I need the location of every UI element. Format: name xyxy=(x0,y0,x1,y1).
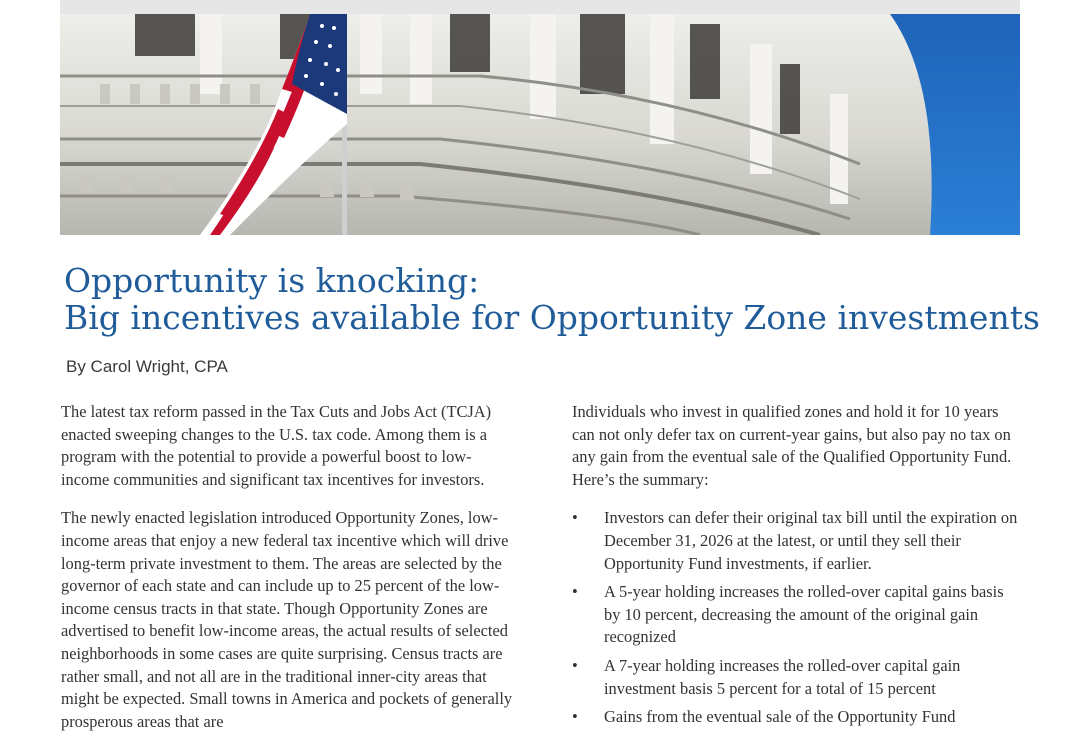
paragraph: Individuals who invest in qualified zones and hold it for 10 years can not only defer tax on current-year gains, but also pay no tax on any gain from the eventual sale of the Qualified Opportunity Fund. Here’s the summary: xyxy=(572,402,1012,489)
right-column xyxy=(572,401,1022,735)
summary-list xyxy=(572,507,1022,728)
capitol-hero-image xyxy=(60,14,1020,235)
list-item-text: Investors can defer their original tax bill until the expiration on December 31, 2026 at the latest, or until they sell their Opportunity Fund investments, if earlier. xyxy=(604,508,1018,573)
left-column xyxy=(61,401,516,749)
list-item xyxy=(572,581,1022,649)
bullet-icon: • xyxy=(572,707,578,727)
title-line-1: Opportunity is knocking: xyxy=(64,261,480,300)
paragraph: The latest tax reform passed in the Tax Cuts and Jobs Act (TCJA) enacted sweeping changes to the U.S. tax code. Among them is a program with the potential to provide a powerful boost to low-income communities and significant tax incentives for investors. xyxy=(61,402,492,489)
bullet-icon: • xyxy=(572,508,578,528)
paragraph: The newly enacted legislation introduced Opportunity Zones, low-income areas that enjoy a new federal tax incentive which will drive long-term private investment to them. The areas are selected by the governor of each state and can include up to 25 percent of the low-income census tracts in that state. Though Opportunity Zones are advertised to benefit low-income areas, the actual results of selected neighborhoods in some cases are quite surprising. Census tracts are rather small, and not all are in the traditional inner-city areas that might be expected. Small towns in America and pockets of generally prosperous areas that are xyxy=(61,508,513,731)
list-item-text: A 5-year holding increases the rolled-over capital gains basis by 10 percent, decreasing the amount of the original gain recognized xyxy=(604,582,1004,647)
list-item-text: Gains from the eventual sale of the Opportunity Fund xyxy=(604,707,956,727)
list-item xyxy=(572,655,1022,700)
byline: By Carol Wright, CPA xyxy=(66,357,228,376)
bullet-icon: • xyxy=(572,655,578,675)
top-bar xyxy=(60,0,1020,14)
list-item xyxy=(572,507,1022,575)
bullet-icon: • xyxy=(572,582,578,602)
article-title xyxy=(64,261,1040,337)
list-item xyxy=(572,706,1022,729)
list-item-text: A 7-year holding increases the rolled-over capital gain investment basis 5 percent for a total of 15 percent xyxy=(604,655,961,698)
title-line-2: Big incentives available for Opportunity Zone investments xyxy=(64,298,1040,337)
